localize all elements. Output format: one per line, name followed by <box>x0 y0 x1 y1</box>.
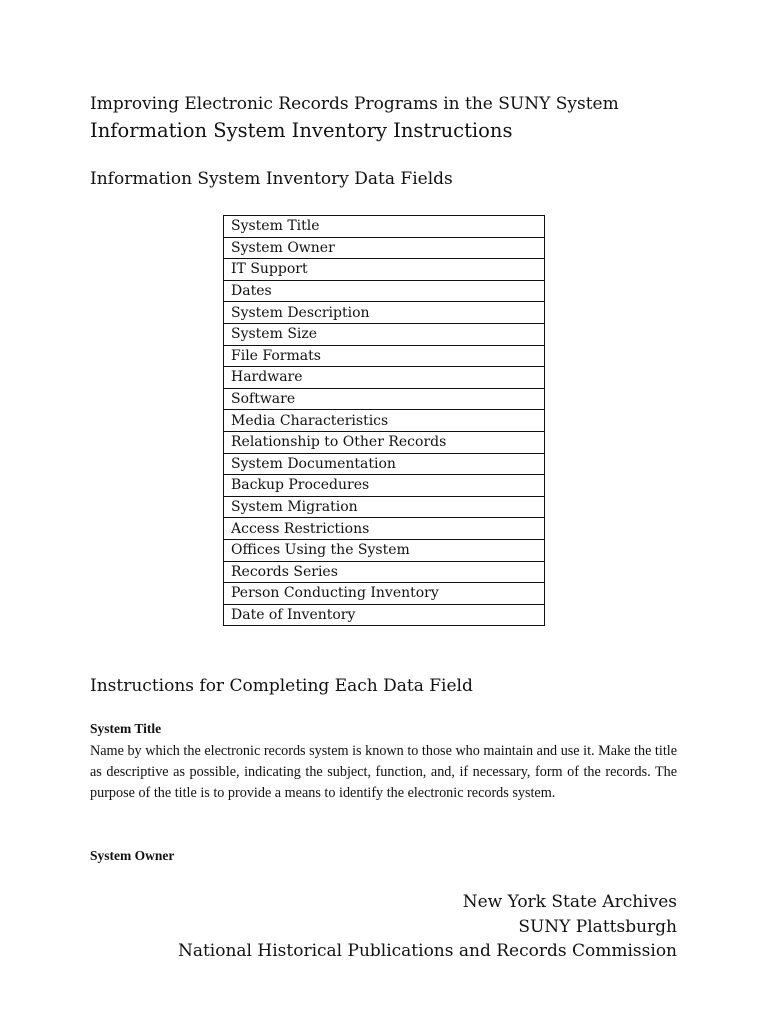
table-cell: Person Conducting Inventory <box>224 583 545 605</box>
footer-line-plattsburgh: SUNY Plattsburgh <box>518 916 677 937</box>
data-fields-heading: Information System Inventory Data Fields <box>90 169 453 189</box>
table-cell: System Size <box>224 323 545 345</box>
table-cell: Backup Procedures <box>224 475 545 497</box>
table-row <box>224 583 545 605</box>
table-row <box>224 561 545 583</box>
table-row <box>224 453 545 475</box>
table-cell: Access Restrictions <box>224 518 545 540</box>
table-cell: System Title <box>224 216 545 238</box>
table-cell: Dates <box>224 280 545 302</box>
table-row <box>224 302 545 324</box>
table-row <box>224 496 545 518</box>
table-cell: Records Series <box>224 561 545 583</box>
table-row <box>224 345 545 367</box>
footer-line-nhprc: National Historical Publications and Records Commission <box>177 941 677 961</box>
table-row <box>224 475 545 497</box>
table-cell: System Description <box>224 302 545 324</box>
table-row <box>224 518 545 540</box>
table-cell: IT Support <box>224 259 545 281</box>
table-row <box>224 604 545 626</box>
table-cell: Date of Inventory <box>224 604 545 626</box>
table-cell: File Formats <box>224 345 545 367</box>
table-cell: System Owner <box>224 237 545 259</box>
table-row <box>224 388 545 410</box>
table-row <box>224 259 545 281</box>
table-cell: System Documentation <box>224 453 545 475</box>
table-row <box>224 323 545 345</box>
table-row <box>224 431 545 453</box>
system-title-description: Name by which the electronic records system is known to those who maintain and use it. Make the title as descriptive as possible, indicating the subject, function, and, if necessary, form of the records. The purpose of the title is to provide a means to identify the electronic records system. <box>90 743 677 801</box>
data-fields-table <box>223 215 545 626</box>
system-title-label: System Title <box>90 721 162 736</box>
table-cell: Offices Using the System <box>224 539 545 561</box>
table-cell: Relationship to Other Records <box>224 431 545 453</box>
footer-line-archives: New York State Archives <box>462 892 677 912</box>
table-row <box>224 216 545 238</box>
system-owner-label: System Owner <box>90 848 175 863</box>
instructions-heading: Instructions for Completing Each Data Field <box>90 676 473 696</box>
table-cell: Media Characteristics <box>224 410 545 432</box>
document-title: Information System Inventory Instructions <box>90 119 513 142</box>
table-cell: System Migration <box>224 496 545 518</box>
table-cell: Software <box>224 388 545 410</box>
table-cell: Hardware <box>224 367 545 389</box>
table-row <box>224 237 545 259</box>
table-row <box>224 367 545 389</box>
table-row <box>224 539 545 561</box>
table-row <box>224 410 545 432</box>
document-subtitle: Improving Electronic Records Programs in the SUNY System <box>90 94 619 114</box>
footer-credits <box>178 890 677 964</box>
table-row <box>224 280 545 302</box>
